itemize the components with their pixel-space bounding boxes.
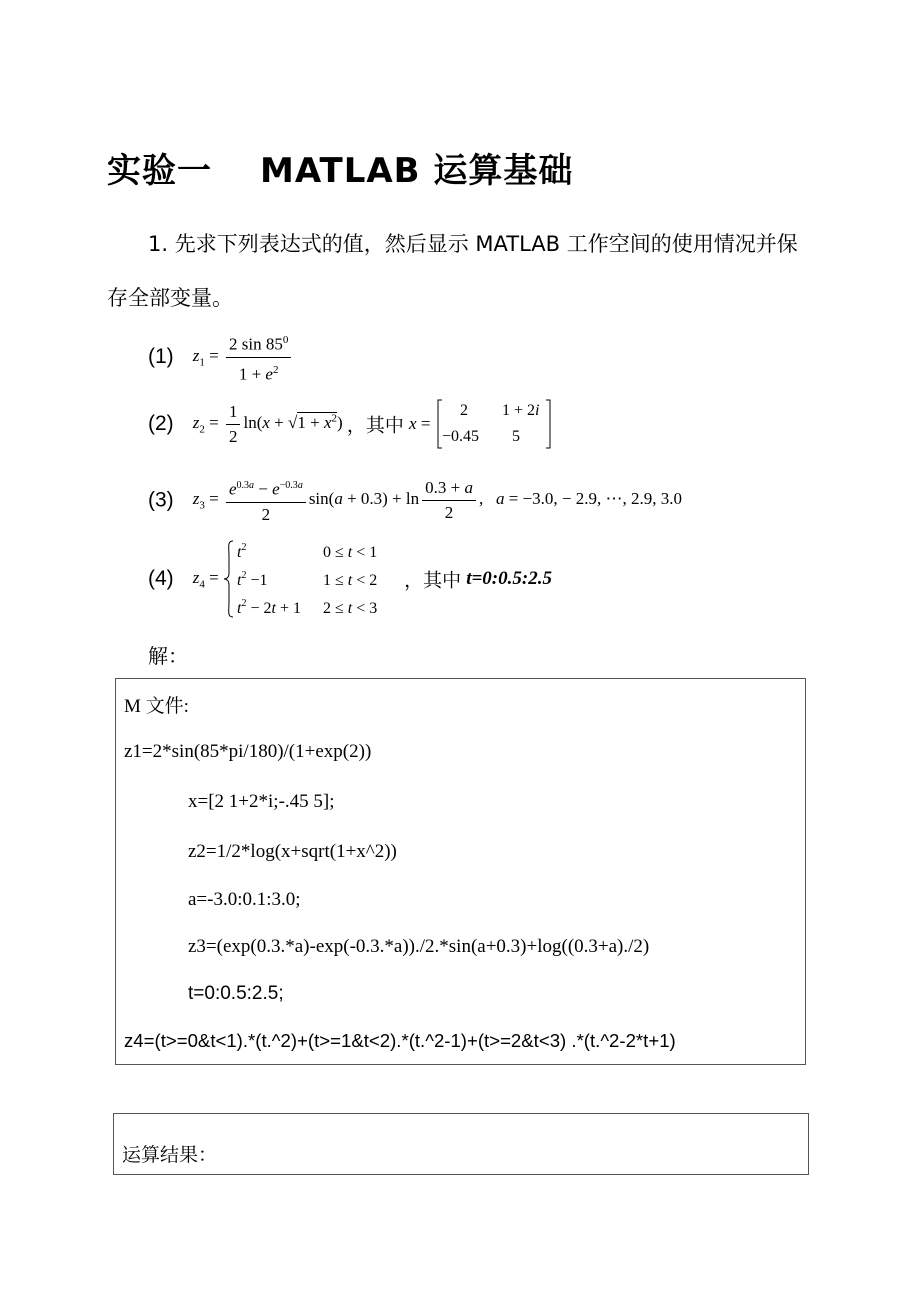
code-line-4: a=-3.0:0.1:3.0; xyxy=(188,889,301,910)
x-matrix xyxy=(436,398,552,450)
svg-text:−0.45: −0.45 xyxy=(441,428,479,445)
z4-formula: $z_4$ = xyxy=(192,567,223,591)
t-definition: t=0:0.5:2.5 xyxy=(466,568,552,589)
svg-text:t2 − 2t + 1: $t^2 - 2t + 1$ xyxy=(236,598,301,617)
svg-text:t2: $t^2$ xyxy=(236,542,247,561)
item-4-suffix: ，其中 xyxy=(404,569,462,592)
mfile-box xyxy=(115,678,806,1065)
title-part2: MATLAB 运算基础 xyxy=(260,151,574,191)
item-3-label: (3) xyxy=(148,488,174,512)
code-line-1: z1=2*sin(85*pi/180)/(1+exp(2)) xyxy=(124,741,372,762)
svg-text:1 ≤ t < 2: 1 ≤ t < 2 xyxy=(322,572,378,589)
svg-text:1 + 2i: 1 + 2i xyxy=(501,402,539,419)
code-line-3: z2=1/2*log(x+sqrt(1+x^2)) xyxy=(188,841,397,862)
svg-text:5: 5 xyxy=(511,428,520,445)
page-title xyxy=(107,143,573,192)
svg-text:t2 −1: $t^2 -1$ xyxy=(236,570,268,589)
result-label: 运算结果： xyxy=(122,1144,218,1166)
item-2-label: (2) xyxy=(148,412,174,435)
item-1 xyxy=(148,330,294,384)
mfile-header: M 文件: xyxy=(124,696,189,717)
item-2-suffix: ，其中 xyxy=(346,414,404,437)
question-line1: 1. 先求下列表达式的值，然后显示 MATLAB 工作空间的使用情况并保 xyxy=(148,232,798,256)
svg-text:2 ≤ t < 3: 2 ≤ t < 3 xyxy=(322,600,378,617)
code-line-5: z3=(exp(0.3.*a)-exp(-0.3.*a))./2.*sin(a+0.3)+log((0.3+a)./2) xyxy=(188,936,650,957)
z2-formula: $z_2$ = $\frac{1}{2}$ $\ln(x + √1 + x^2)$ xyxy=(192,401,347,446)
code-line-7: z4=(t>=0&t<1).*(t.^2)+(t>=1&t<2).*(t.^2-1)+(t>=2&t<3) .*(t.^2-2*t+1) xyxy=(124,1030,676,1051)
svg-text:0 ≤ t < 1: 0 ≤ t < 1 xyxy=(322,544,378,561)
solution-label: 解： xyxy=(148,644,188,668)
code-line-2: x=[2 1+2*i;-.45 5]; xyxy=(188,791,335,812)
code-line-6: t=0:0.5:2.5; xyxy=(188,983,284,1004)
item-1-label: (1) xyxy=(148,345,174,369)
question-line2: 存全部变量。 xyxy=(107,286,233,310)
item-4 xyxy=(148,537,552,621)
item-3 xyxy=(148,476,682,525)
item-4-label: (4) xyxy=(148,567,174,590)
title-part1: 实验一 xyxy=(107,151,212,191)
z3-formula: $z_3$ = $\frac{e^{0.3a} - e^{-0.3a}}{2}$ sin(a + 0.3) + ln $\frac{0.3 + a}{2}$ , a = −3.0, − 2.9, ⋯, 2.9, 3.0 xyxy=(192,477,682,524)
z1-formula: $z_1$ = $\frac{2 \sin 85^0}{1 + e^2}$ xyxy=(193,346,295,365)
item-2: (2) $z_2$ = $\frac{1}{2}$ $\ln(x + √1 + x^2)$ ，其中 x = 2 1 + 2i −0.45 5 xyxy=(148,398,552,450)
result-box xyxy=(113,1113,809,1175)
z4-piecewise xyxy=(223,537,399,621)
svg-text:2: 2 xyxy=(459,402,468,419)
